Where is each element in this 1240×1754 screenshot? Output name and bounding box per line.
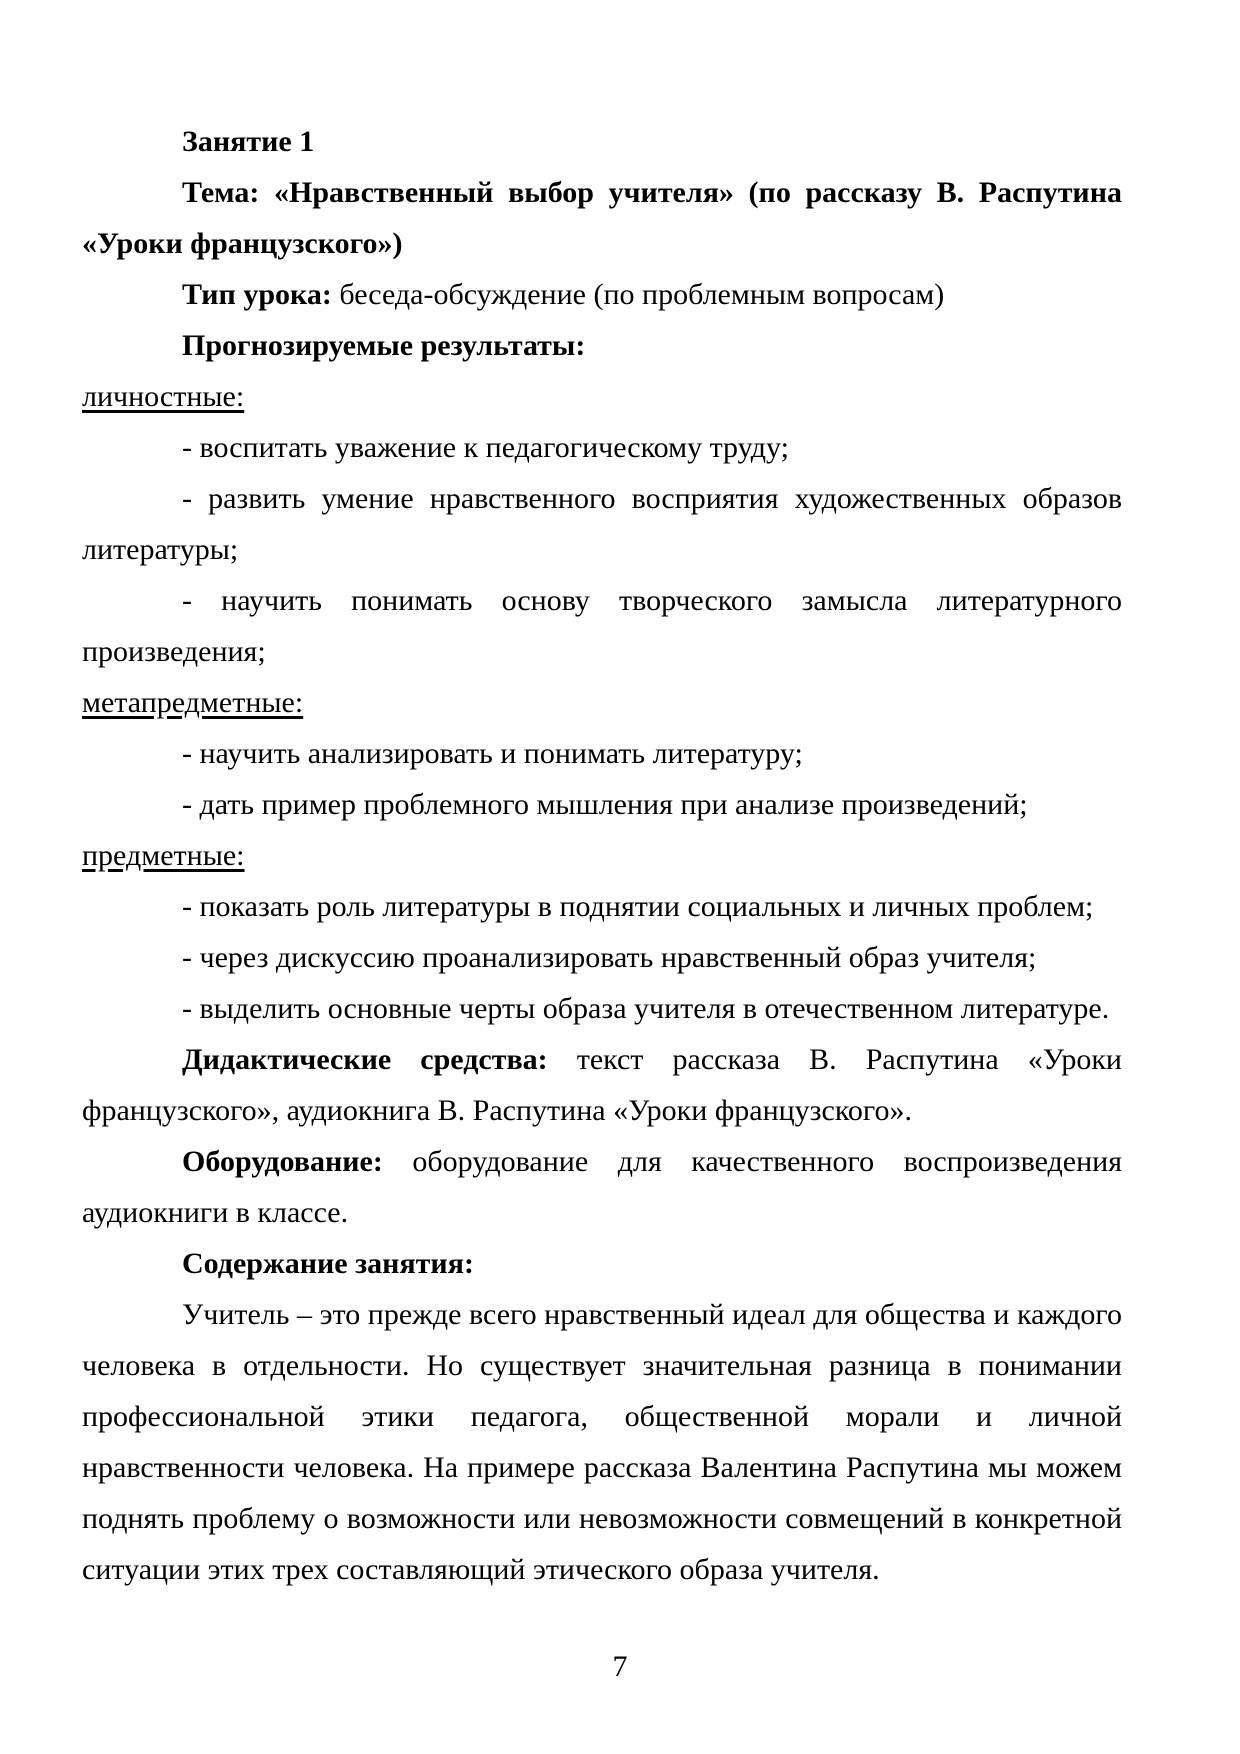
text-segment: метапредметные: [82, 686, 304, 719]
text-segment: - дать пример проблемного мышления при анализе произведений; [182, 788, 1028, 821]
text-segment: нравственности человека. На примере рассказа Валентина Распутина мы можем [82, 1451, 1122, 1484]
text-segment: - выделить основные черты образа учителя в отечественном литературе. [182, 992, 1110, 1025]
text-segment: человека в отдельности. Но существует значительная разница в понимании [82, 1349, 1122, 1382]
text-line [82, 626, 1122, 677]
page-number: 7 [612, 1650, 628, 1683]
text-line [82, 677, 1122, 728]
text-line [82, 371, 1122, 422]
text-segment: Дидактические средства: [182, 1043, 548, 1076]
text-segment: - научить анализировать и понимать литературу; [182, 737, 803, 770]
text-segment: «Уроки французского») [82, 227, 403, 260]
text-line [82, 983, 1122, 1034]
text-segment: - через дискуссию проанализировать нравственный образ учителя; [182, 941, 1037, 974]
text-segment: - показать роль литературы в поднятии социальных и личных проблем; [182, 890, 1094, 923]
text-line [82, 779, 1122, 830]
text-segment: Учитель – это прежде всего нравственный идеал для общества и каждого [182, 1298, 1122, 1331]
text-segment: Занятие 1 [182, 125, 315, 158]
text-segment: беседа-обсуждение (по проблемным вопросам) [331, 278, 945, 311]
text-line [82, 320, 1122, 371]
text-line [82, 881, 1122, 932]
text-segment: поднять проблему о возможности или невозможности совмещений в конкретной [82, 1502, 1122, 1535]
text-line [82, 1544, 1122, 1595]
text-segment: предметные: [82, 839, 245, 872]
text-segment: литературы; [82, 533, 239, 566]
text-segment: текст рассказа В. Распутина «Уроки [547, 1043, 1122, 1076]
text-line [82, 1289, 1122, 1340]
text-segment: Прогнозируемые результаты: [182, 329, 586, 362]
text-line [82, 1340, 1122, 1391]
text-line [82, 932, 1122, 983]
text-line [82, 1136, 1122, 1187]
text-segment: Оборудование: [182, 1145, 383, 1178]
text-segment: французского», аудиокнига В. Распутина «Уроки французского». [82, 1094, 912, 1127]
text-line [82, 218, 1122, 269]
text-segment: личностные: [82, 380, 245, 413]
text-line [82, 473, 1122, 524]
text-line [82, 269, 1122, 320]
text-segment: оборудование для качественного воспроизведения [382, 1145, 1122, 1178]
text-line [82, 167, 1122, 218]
text-segment: - научить понимать основу творческого замысла литературного [182, 584, 1122, 617]
text-line [82, 116, 1122, 167]
text-segment: Тип урока: [182, 278, 332, 311]
text-line [82, 1493, 1122, 1544]
text-segment: ситуации этих трех составляющий этического образа учителя. [82, 1553, 880, 1586]
text-line [82, 1391, 1122, 1442]
text-segment: Тема: «Нравственный выбор учителя» (по рассказу В. Распутина [182, 176, 1122, 209]
text-line [82, 1238, 1122, 1289]
text-segment: - воспитать уважение к педагогическому труду; [182, 431, 789, 464]
text-segment: профессиональной этики педагога, общественной морали и личной [82, 1400, 1122, 1433]
text-line [82, 1187, 1122, 1238]
text-line [82, 830, 1122, 881]
text-segment: произведения; [82, 635, 266, 668]
text-line [82, 422, 1122, 473]
text-line [82, 1442, 1122, 1493]
text-segment: - развить умение нравственного восприятия художественных образов [182, 482, 1122, 515]
text-line [82, 524, 1122, 575]
text-segment: аудиокниги в классе. [82, 1196, 349, 1229]
document-body [82, 116, 1122, 1595]
text-line [82, 728, 1122, 779]
text-segment: Содержание занятия: [182, 1247, 474, 1280]
text-line [82, 1085, 1122, 1136]
text-line [82, 575, 1122, 626]
text-line [82, 1034, 1122, 1085]
